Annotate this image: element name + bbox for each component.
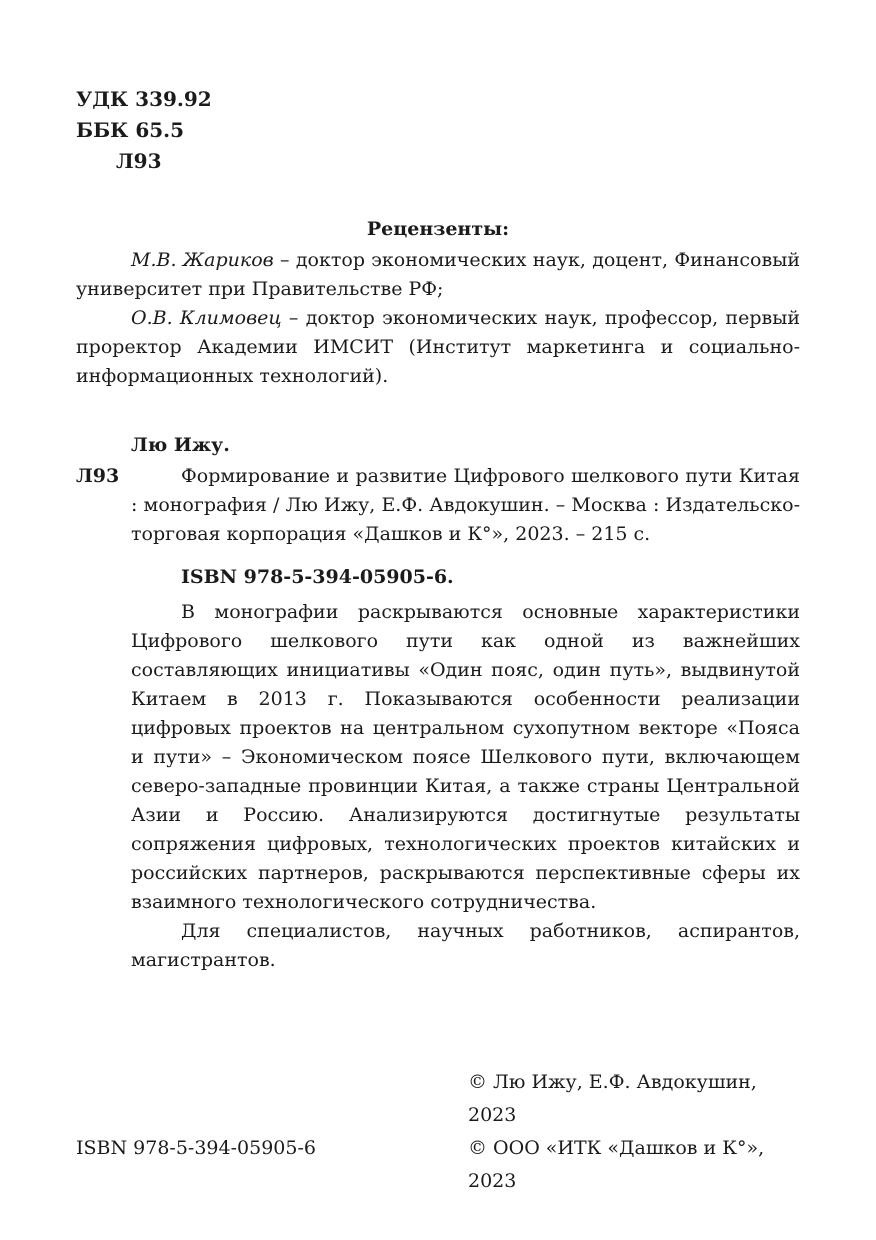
isbn-line: ISBN 978-5-394-05905-6. [181, 566, 454, 588]
footer-spacer [76, 1066, 468, 1132]
reviewer-entry [76, 304, 800, 391]
udk-number: УДК 339.92 [76, 87, 212, 111]
author-sign-code: Л93 [116, 149, 162, 173]
footer-block [76, 1066, 800, 1198]
reviewer-entry [76, 246, 800, 304]
reviewer-name: М.В. Жариков [131, 249, 274, 271]
catalog-description-text: Формирование и развитие Цифрового шелкового пути Китая : монография / Лю Ижу, Е.Ф. Авдокушин. – Москва : Издательско-торговая корпорация «Дашков и К°», 2023. – 215 с. [131, 465, 800, 545]
author-heading: Лю Ижу. [131, 434, 230, 456]
classification-codes [76, 84, 800, 177]
reviewers-heading: Рецензенты: [366, 218, 510, 240]
bbk-number: ББК 65.5 [76, 118, 185, 142]
annotation-text: В монографии раскрываются основные характеристики Цифрового шелкового пути как одной из важнейших составляющих инициативы «Один пояс, один путь», выдвинутой Китаем в 2013 г. Показываются особенности реализации цифровых проектов на центральном сухопутном векторе «Пояса и пути» – Экономическом поясе Шелкового пути, включающем северо-западные провинции Китая, а также страны Центральной Азии и Россию. Анализируются достигнутые результаты сопряжения цифровых, технологических проектов китайских и российских партнеров, раскрываются перспективные сферы их взаимного технологического сотрудничества. [131, 601, 800, 913]
catalog-margin-code: Л93 [76, 465, 120, 487]
reviewer-text: – доктор экономических наук, профессор, первый проректор Академии ИМСИТ (Институт маркетинга и социально-информационных технологий). [76, 307, 800, 387]
reviewer-text: – доктор экономических наук, доцент, Финансовый университет при Правительстве РФ; [76, 249, 800, 300]
copyright-publisher: © ООО «ИТК «Дашков и К°», 2023 [468, 1137, 765, 1192]
catalog-description [76, 462, 800, 549]
footer-isbn: ISBN 978-5-394-05905-6 [76, 1137, 316, 1159]
audience-note: Для специалистов, научных работников, аспирантов, магистрантов. [131, 920, 800, 971]
reviewer-name: О.В. Климовец [131, 307, 282, 329]
copyright-authors: © Лю Ижу, Е.Ф. Авдокушин, 2023 [468, 1071, 757, 1126]
